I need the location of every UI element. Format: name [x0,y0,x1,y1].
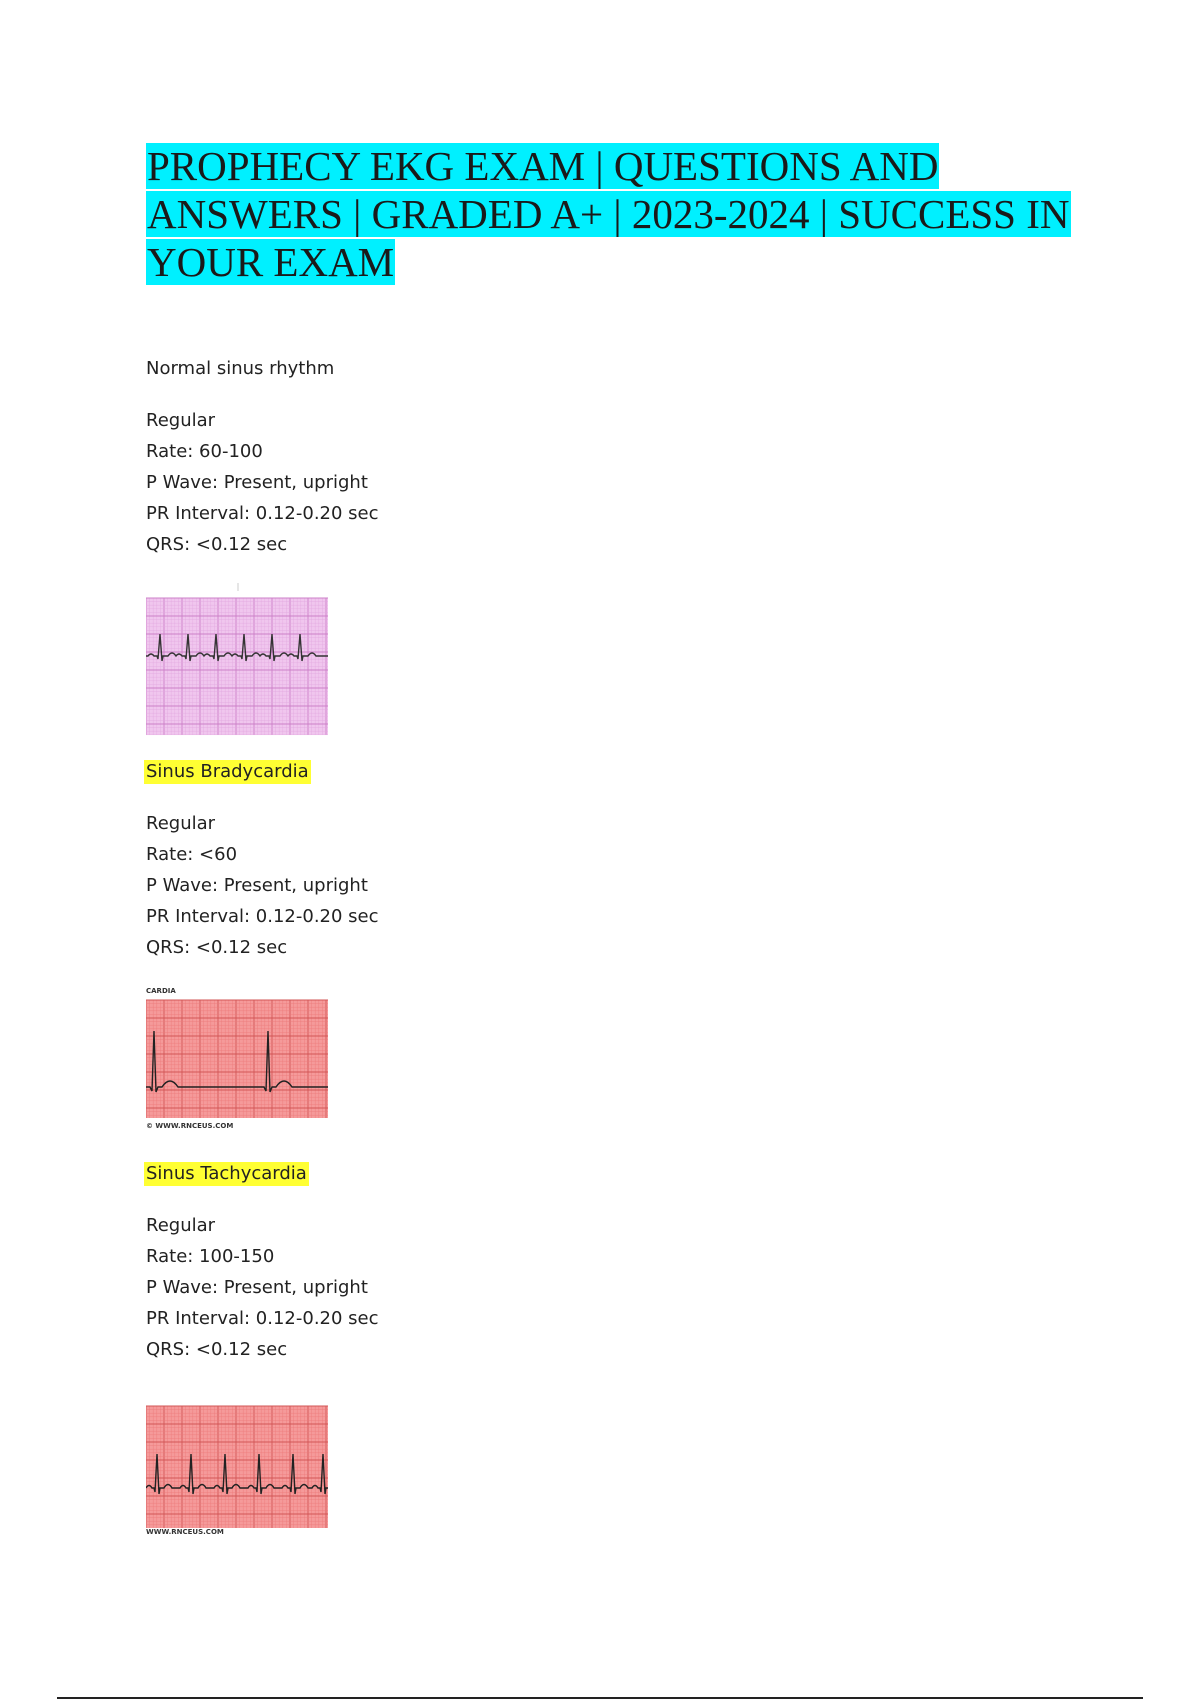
section-heading: Sinus Bradycardia [146,761,309,782]
section-heading: Normal sinus rhythm [146,358,335,379]
strip-caption: © WWW.RNCEUS.COM [146,1122,234,1130]
section-heading: Sinus Tachycardia [146,1163,307,1184]
strip-caption: WWW.RNCEUS.COM [146,1528,224,1536]
ekg-strip-image [146,996,328,1122]
title-line-1: PROPHECY EKG EXAM | QUESTIONS AND [147,143,939,189]
fact-item: QRS: <0.12 sec [146,1339,288,1360]
ekg-strip-sinus-bradycardia [146,987,328,1131]
fact-item: PR Interval: 0.12-0.20 sec [146,1308,379,1329]
fact-item: P Wave: Present, upright [146,472,368,493]
fact-item: Regular [146,1215,216,1236]
fact-list [146,1210,646,1365]
section-sinus-bradycardia [146,760,646,963]
title-line-3: YOUR EXAM [147,239,395,285]
fact-item: Regular [146,410,216,431]
ekg-strip-image [146,583,328,736]
ekg-strip-image [146,1400,328,1528]
fact-item: Rate: 100-150 [146,1246,275,1267]
strip-top-label: CARDIA [146,987,176,995]
fact-item: Rate: 60-100 [146,441,263,462]
section-sinus-tachycardia [146,1162,646,1365]
fact-item: Regular [146,813,216,834]
ekg-strip-sinus-tachycardia [146,1400,328,1537]
fact-list [146,808,646,963]
fact-item: QRS: <0.12 sec [146,534,288,555]
fact-item: PR Interval: 0.12-0.20 sec [146,503,379,524]
footer-divider [57,1697,1143,1699]
fact-item: PR Interval: 0.12-0.20 sec [146,906,379,927]
fact-item: Rate: <60 [146,844,238,865]
document-title [146,142,1106,286]
title-line-2: ANSWERS | GRADED A+ | 2023-2024 | SUCCESS IN [147,191,1070,237]
fact-item: P Wave: Present, upright [146,1277,368,1298]
fact-item: QRS: <0.12 sec [146,937,288,958]
ekg-strip-normal-sinus [146,583,328,736]
fact-item: P Wave: Present, upright [146,875,368,896]
fact-list [146,405,646,560]
section-normal-sinus-rhythm [146,357,646,560]
